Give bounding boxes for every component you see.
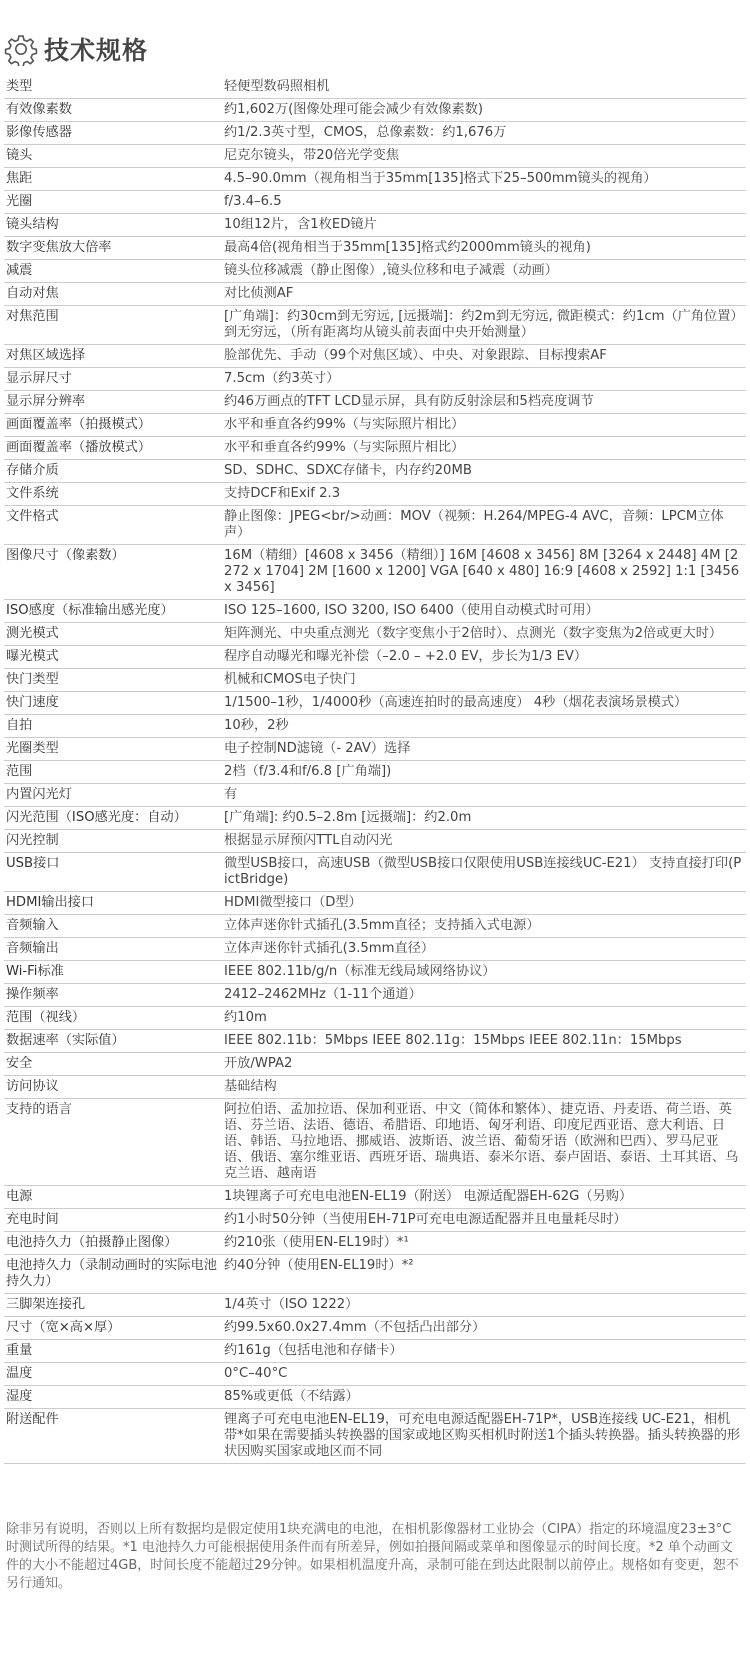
spec-label: 存储介质 bbox=[4, 460, 218, 483]
spec-value: 立体声迷你针式插孔(3.5mm直径） bbox=[218, 938, 746, 961]
spec-row bbox=[4, 784, 746, 807]
spec-row bbox=[4, 191, 746, 214]
spec-row bbox=[4, 961, 746, 984]
spec-value: 支持DCF和Exif 2.3 bbox=[218, 483, 746, 506]
spec-value: 10秒，2秒 bbox=[218, 715, 746, 738]
spec-row bbox=[4, 761, 746, 784]
spec-row bbox=[4, 437, 746, 460]
spec-value: 锂离子可充电电池EN-EL19，可充电电源适配器EH-71P*，USB连接线 UC-E21，相机带*如果在需要插头转换器的国家或地区购买相机时附送1个插头转换器。插头转换器的形状因购买国家或地区而不同 bbox=[218, 1409, 746, 1464]
spec-row bbox=[4, 168, 746, 191]
spec-row bbox=[4, 1232, 746, 1255]
spec-label: 支持的语言 bbox=[4, 1099, 218, 1186]
spec-value: 基础结构 bbox=[218, 1076, 746, 1099]
spec-row bbox=[4, 1294, 746, 1317]
spec-label: 访问协议 bbox=[4, 1076, 218, 1099]
section-header bbox=[4, 28, 148, 70]
spec-row bbox=[4, 545, 746, 600]
spec-row bbox=[4, 984, 746, 1007]
spec-value: 程序自动曝光和曝光补偿（–2.0 – +2.0 EV，步长为1/3 EV） bbox=[218, 646, 746, 669]
spec-label: 画面覆盖率（拍摄模式） bbox=[4, 414, 218, 437]
spec-label: 快门速度 bbox=[4, 692, 218, 715]
spec-row bbox=[4, 1340, 746, 1363]
spec-row bbox=[4, 391, 746, 414]
spec-value: 1/4英寸（ISO 1222） bbox=[218, 1294, 746, 1317]
spec-label: ISO感度（标准输出感光度） bbox=[4, 600, 218, 623]
spec-value: f/3.4–6.5 bbox=[218, 191, 746, 214]
gear-icon bbox=[4, 32, 38, 66]
spec-value: 开放/WPA2 bbox=[218, 1053, 746, 1076]
spec-row bbox=[4, 483, 746, 506]
spec-label: 音频输出 bbox=[4, 938, 218, 961]
spec-value: 0°C–40°C bbox=[218, 1363, 746, 1386]
spec-row bbox=[4, 1363, 746, 1386]
footnote: 除非另有说明，否则以上所有数据均是假定使用1块充满电的电池，在相机影像器材工业协会（CIPA）指定的环境温度23±3°C时测试所得的结果。*1 电池持久力可能根据使用条件而有所差异，例如拍摄间隔或菜单和图像显示的时间长度。*2 单个动画文件的大小不能超过4GB，时间长度不能超过29分钟。如果相机温度升高，录制可能在到达此限制以前停止。规格如有变更，恕不另行通知。 bbox=[6, 1522, 739, 1591]
spec-label: 影像传感器 bbox=[4, 122, 218, 145]
spec-row bbox=[4, 853, 746, 892]
spec-value: 根据显示屏预闪TTL自动闪光 bbox=[218, 830, 746, 853]
spec-row bbox=[4, 122, 746, 145]
spec-label: 闪光控制 bbox=[4, 830, 218, 853]
spec-label: 湿度 bbox=[4, 1386, 218, 1409]
spec-label: 附送配件 bbox=[4, 1409, 218, 1464]
spec-value: 1块锂离子可充电电池EN-EL19（附送） 电源适配器EH-62G（另购） bbox=[218, 1186, 746, 1209]
spec-label: 闪光范围（ISO感光度：自动） bbox=[4, 807, 218, 830]
spec-value: 阿拉伯语、孟加拉语、保加利亚语、中文（简体和繁体）、捷克语、丹麦语、荷兰语、英语、芬兰语、法语、德语、希腊语、印地语、匈牙利语、印度尼西亚语、意大利语、日语、韩语、马拉地语、挪威语、波斯语、波兰语、葡萄牙语（欧洲和巴西）、罗马尼亚语、俄语、塞尔维亚语、西班牙语、瑞典语、泰米尔语、泰卢固语、泰语、土耳其语、乌克兰语、越南语 bbox=[218, 1099, 746, 1186]
spec-row bbox=[4, 830, 746, 853]
spec-row bbox=[4, 237, 746, 260]
spec-value: 电子控制ND滤镜（- 2AV）选择 bbox=[218, 738, 746, 761]
spec-row bbox=[4, 76, 746, 99]
spec-value: SD、SDHC、SDXC存储卡，内存约20MB bbox=[218, 460, 746, 483]
spec-value: 微型USB接口，高速USB（微型USB接口仅限使用USB连接线UC-E21） 支持直接打印(PictBridge) bbox=[218, 853, 746, 892]
spec-row bbox=[4, 306, 746, 345]
spec-label: 减震 bbox=[4, 260, 218, 283]
spec-label: USB接口 bbox=[4, 853, 218, 892]
spec-row bbox=[4, 1076, 746, 1099]
spec-label: 安全 bbox=[4, 1053, 218, 1076]
spec-label: HDMI输出接口 bbox=[4, 892, 218, 915]
spec-value: 矩阵测光、中央重点测光（数字变焦小于2倍时）、点测光（数字变焦为2倍或更大时） bbox=[218, 623, 746, 646]
spec-row bbox=[4, 938, 746, 961]
spec-row bbox=[4, 506, 746, 545]
spec-label: 温度 bbox=[4, 1363, 218, 1386]
spec-label: 范围（视线） bbox=[4, 1007, 218, 1030]
spec-value: 约1/2.3英寸型，CMOS，总像素数：约1,676万 bbox=[218, 122, 746, 145]
spec-value: 对比侦测AF bbox=[218, 283, 746, 306]
spec-row bbox=[4, 807, 746, 830]
spec-value: 10组12片，含1枚ED镜片 bbox=[218, 214, 746, 237]
spec-label: 音频输入 bbox=[4, 915, 218, 938]
spec-value: 约46万画点的TFT LCD显示屏，具有防反射涂层和5档亮度调节 bbox=[218, 391, 746, 414]
spec-table-body bbox=[4, 76, 746, 1464]
spec-row bbox=[4, 738, 746, 761]
spec-row bbox=[4, 1386, 746, 1409]
spec-label: 焦距 bbox=[4, 168, 218, 191]
spec-row bbox=[4, 1007, 746, 1030]
spec-value: 约40分钟（使用EN-EL19时）*² bbox=[218, 1255, 746, 1294]
spec-row bbox=[4, 623, 746, 646]
spec-row bbox=[4, 260, 746, 283]
spec-value: 轻便型数码照相机 bbox=[218, 76, 746, 99]
spec-value: 约1小时50分钟（当使用EH-71P可充电电源适配器并且电量耗尽时） bbox=[218, 1209, 746, 1232]
spec-value: 约1,602万(图像处理可能会减少有效像素数) bbox=[218, 99, 746, 122]
spec-value: 约161g（包括电池和存储卡） bbox=[218, 1340, 746, 1363]
spec-label: 镜头 bbox=[4, 145, 218, 168]
spec-value: 水平和垂直各约99%（与实际照片相比） bbox=[218, 437, 746, 460]
spec-label: Wi-Fi标准 bbox=[4, 961, 218, 984]
spec-label: 自动对焦 bbox=[4, 283, 218, 306]
spec-value: 约210张（使用EN-EL19时）*¹ bbox=[218, 1232, 746, 1255]
spec-value: [广角端]：约30cm到无穷远, [远摄端]：约2m到无穷远, 微距模式：约1cm（广角位置）到无穷远，（所有距离均从镜头前表面中央开始测量） bbox=[218, 306, 746, 345]
spec-table bbox=[4, 76, 746, 1464]
spec-label: 文件格式 bbox=[4, 506, 218, 545]
spec-label: 快门类型 bbox=[4, 669, 218, 692]
spec-label: 三脚架连接孔 bbox=[4, 1294, 218, 1317]
spec-row bbox=[4, 99, 746, 122]
spec-value: 85%或更低（不结露） bbox=[218, 1386, 746, 1409]
spec-label: 画面覆盖率（播放模式） bbox=[4, 437, 218, 460]
spec-value: 立体声迷你针式插孔(3.5mm直径；支持插入式电源） bbox=[218, 915, 746, 938]
spec-row bbox=[4, 145, 746, 168]
spec-row bbox=[4, 1186, 746, 1209]
spec-label: 操作频率 bbox=[4, 984, 218, 1007]
spec-value: 最高4倍(视角相当于35mm[135]格式约2000mm镜头的视角) bbox=[218, 237, 746, 260]
spec-row bbox=[4, 646, 746, 669]
spec-label: 范围 bbox=[4, 761, 218, 784]
spec-value: 约99.5x60.0x27.4mm（不包括凸出部分） bbox=[218, 1317, 746, 1340]
spec-row bbox=[4, 715, 746, 738]
spec-label: 电池持久力（拍摄静止图像） bbox=[4, 1232, 218, 1255]
spec-value: 镜头位移减震（静止图像）,镜头位移和电子减震（动画） bbox=[218, 260, 746, 283]
spec-label: 显示屏分辨率 bbox=[4, 391, 218, 414]
spec-row bbox=[4, 1099, 746, 1186]
spec-label: 文件系统 bbox=[4, 483, 218, 506]
spec-label: 图像尺寸（像素数） bbox=[4, 545, 218, 600]
spec-label: 类型 bbox=[4, 76, 218, 99]
spec-value: 脸部优先、手动（99个对焦区域）、中央、对象跟踪、目标搜索AF bbox=[218, 345, 746, 368]
spec-row bbox=[4, 283, 746, 306]
spec-label: 曝光模式 bbox=[4, 646, 218, 669]
spec-row bbox=[4, 692, 746, 715]
spec-row bbox=[4, 669, 746, 692]
spec-value: [广角端]: 约0.5–2.8m [远摄端]：约2.0m bbox=[218, 807, 746, 830]
spec-value: HDMI微型接口（D型） bbox=[218, 892, 746, 915]
spec-value: 16M（精细）[4608 x 3456（精细）] 16M [4608 x 3456] 8M [3264 x 2448] 4M [2272 x 1704] 2M [1600 x 1200] VGA [640 x 480] 16:9 [4608 x 2592] 1:1 [3456 x 3456] bbox=[218, 545, 746, 600]
spec-row bbox=[4, 1409, 746, 1464]
spec-label: 数字变焦放大倍率 bbox=[4, 237, 218, 260]
spec-value: IEEE 802.11b/g/n（标准无线局域网络协议） bbox=[218, 961, 746, 984]
spec-value: IEEE 802.11b：5Mbps IEEE 802.11g：15Mbps IEEE 802.11n：15Mbps bbox=[218, 1030, 746, 1053]
spec-value: 2档（f/3.4和f/6.8 [广角端]) bbox=[218, 761, 746, 784]
spec-label: 光圈类型 bbox=[4, 738, 218, 761]
spec-value: 7.5cm（约3英寸） bbox=[218, 368, 746, 391]
spec-label: 电池持久力（录制动画时的实际电池持久力） bbox=[4, 1255, 218, 1294]
spec-label: 对焦区域选择 bbox=[4, 345, 218, 368]
spec-label: 对焦范围 bbox=[4, 306, 218, 345]
spec-row bbox=[4, 214, 746, 237]
spec-label: 内置闪光灯 bbox=[4, 784, 218, 807]
spec-row bbox=[4, 892, 746, 915]
spec-value: 静止图像：JPEG<br/>动画：MOV（视频：H.264/MPEG-4 AVC，音频：LPCM立体声） bbox=[218, 506, 746, 545]
spec-row bbox=[4, 414, 746, 437]
spec-row bbox=[4, 600, 746, 623]
spec-row bbox=[4, 1317, 746, 1340]
spec-label: 自拍 bbox=[4, 715, 218, 738]
spec-label: 重量 bbox=[4, 1340, 218, 1363]
spec-row bbox=[4, 345, 746, 368]
spec-label: 光圈 bbox=[4, 191, 218, 214]
spec-row bbox=[4, 1030, 746, 1053]
spec-label: 数据速率（实际值） bbox=[4, 1030, 218, 1053]
spec-label: 充电时间 bbox=[4, 1209, 218, 1232]
spec-label: 显示屏尺寸 bbox=[4, 368, 218, 391]
page-title: 技术规格 bbox=[44, 36, 149, 65]
spec-row bbox=[4, 368, 746, 391]
spec-row bbox=[4, 460, 746, 483]
spec-label: 有效像素数 bbox=[4, 99, 218, 122]
spec-label: 镜头结构 bbox=[4, 214, 218, 237]
spec-value: 有 bbox=[218, 784, 746, 807]
spec-label: 测光模式 bbox=[4, 623, 218, 646]
spec-value: 2412–2462MHz（1-11个通道） bbox=[218, 984, 746, 1007]
spec-value: 机械和CMOS电子快门 bbox=[218, 669, 746, 692]
spec-row bbox=[4, 1053, 746, 1076]
spec-label: 电源 bbox=[4, 1186, 218, 1209]
spec-value: 尼克尔镜头，带20倍光学变焦 bbox=[218, 145, 746, 168]
spec-value: 水平和垂直各约99%（与实际照片相比） bbox=[218, 414, 746, 437]
spec-value: 约10m bbox=[218, 1007, 746, 1030]
spec-row bbox=[4, 1255, 746, 1294]
spec-value: 4.5–90.0mm（视角相当于35mm[135]格式下25–500mm镜头的视角） bbox=[218, 168, 746, 191]
spec-row bbox=[4, 1209, 746, 1232]
spec-value: ISO 125–1600, ISO 3200, ISO 6400（使用自动模式时可用） bbox=[218, 600, 746, 623]
spec-row bbox=[4, 915, 746, 938]
spec-label: 尺寸（宽×高×厚） bbox=[4, 1317, 218, 1340]
spec-value: 1/1500–1秒，1/4000秒（高速连拍时的最高速度） 4秒（烟花表演场景模式） bbox=[218, 692, 746, 715]
